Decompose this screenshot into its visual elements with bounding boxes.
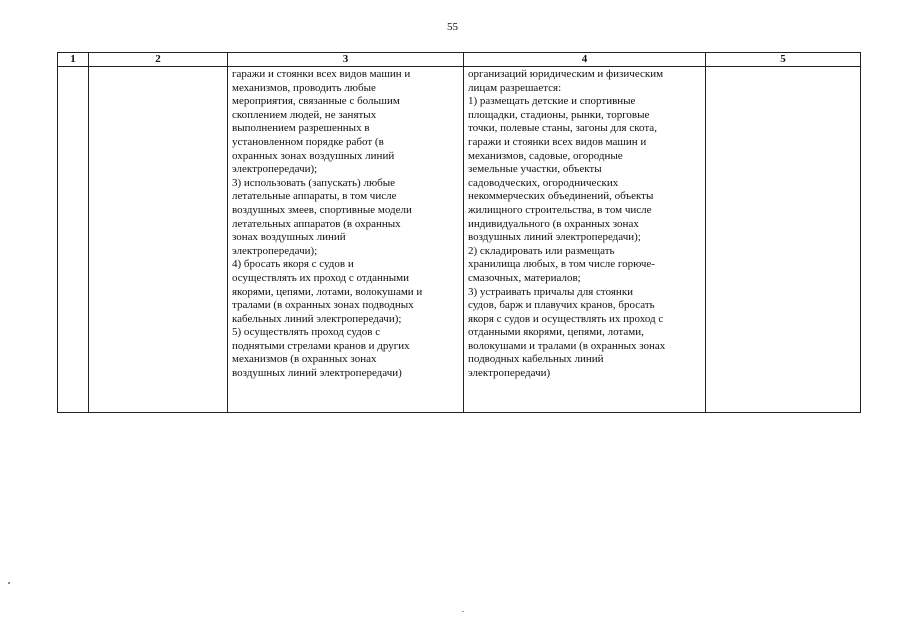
text-line: воздушных змеев, спортивные модели (232, 203, 412, 216)
cell-col-5 (706, 67, 861, 413)
text-line: воздушных линий электропередачи) (232, 367, 402, 380)
text-line: гаражи и стоянки всех видов машин и (468, 135, 647, 148)
scan-speck (8, 582, 10, 584)
text-line: летательные аппараты, в том числе (232, 190, 397, 203)
text-line: подводных кабельных линий (468, 353, 604, 366)
text-line: лицам разрешается: (468, 81, 562, 94)
text-line: зонах воздушных линий (232, 231, 346, 244)
text-line: некоммерческих объединений, объекты (468, 190, 654, 203)
text-line: электропередачи); (232, 244, 318, 257)
text-line: 4) бросать якоря с судов и (232, 258, 354, 271)
text-line: площадки, стадионы, рынки, торговые (468, 108, 650, 121)
text-line: тралами (в охранных зонах подводных (232, 299, 414, 312)
cell-col-3 (228, 67, 464, 413)
text-line: охранных зонах воздушных линий (232, 149, 395, 162)
text-line: индивидуального (в охранных зонах (468, 217, 639, 230)
cell-col-4 (464, 67, 706, 413)
text-line: хранилища любых, в том числе горюче- (468, 258, 655, 271)
text-line: земельные участки, объекты (468, 163, 602, 176)
text-line: электропередачи); (232, 163, 318, 176)
text-line: мероприятия, связанные с большим (232, 95, 400, 108)
text-line: кабельных линий электропередачи); (232, 312, 402, 325)
header-row (58, 53, 861, 67)
page-number: 55 (447, 21, 458, 33)
scan-speck (462, 611, 464, 612)
column-header-3: 3 (228, 53, 464, 67)
text-line: выполнением разрешенных в (232, 122, 370, 135)
text-line: осуществлять их проход с отданными (232, 271, 409, 284)
text-line: якорями, цепями, лотами, волокушами и (232, 285, 423, 298)
text-line: механизмов, проводить любые (232, 81, 376, 94)
text-line: скоплением людей, не занятых (232, 108, 377, 121)
text-line: механизмов (в охранных зонах (232, 353, 377, 366)
text-line: садоводческих, огороднических (468, 176, 619, 189)
col4-text (464, 67, 705, 381)
text-line: отданными якорями, цепями, лотами, (468, 326, 644, 339)
text-line: установленном порядке работ (в (232, 135, 384, 148)
column-header-5: 5 (706, 53, 861, 67)
text-line: организаций юридическим и физическим (468, 68, 664, 80)
text-line: поднятыми стрелами кранов и других (232, 339, 410, 352)
document-table (57, 52, 861, 413)
text-line: 1) размещать детские и спортивные (468, 95, 636, 108)
column-header-4: 4 (464, 53, 706, 67)
text-line: 3) использовать (запускать) любые (232, 176, 396, 189)
cell-col-2 (89, 67, 228, 413)
text-line: судов, барж и плавучих кранов, бросать (468, 299, 655, 312)
text-line: жилищного строительства, в том числе (468, 203, 652, 216)
cell-col-1 (58, 67, 89, 413)
text-line: гаражи и стоянки всех видов машин и (232, 68, 411, 80)
text-line: смазочных, материалов; (468, 271, 581, 284)
text-line: якоря с судов и осуществлять их проход с (468, 312, 664, 325)
col3-text (228, 67, 463, 381)
text-line: механизмов, садовые, огородные (468, 149, 623, 162)
text-line: 3) устраивать причалы для стоянки (468, 285, 634, 298)
column-header-1: 1 (58, 53, 89, 67)
table-row (58, 67, 861, 413)
text-line: 5) осуществлять проход судов с (232, 326, 381, 339)
text-line: волокушами и тралами (в охранных зонах (468, 339, 666, 352)
text-line: электропередачи) (468, 367, 551, 380)
column-header-2: 2 (89, 53, 228, 67)
text-line: воздушных линий электропередачи); (468, 231, 641, 244)
text-line: 2) складировать или размещать (468, 244, 615, 257)
text-line: точки, полевые станы, загоны для скота, (468, 122, 657, 135)
text-line: летательных аппаратов (в охранных (232, 217, 401, 230)
